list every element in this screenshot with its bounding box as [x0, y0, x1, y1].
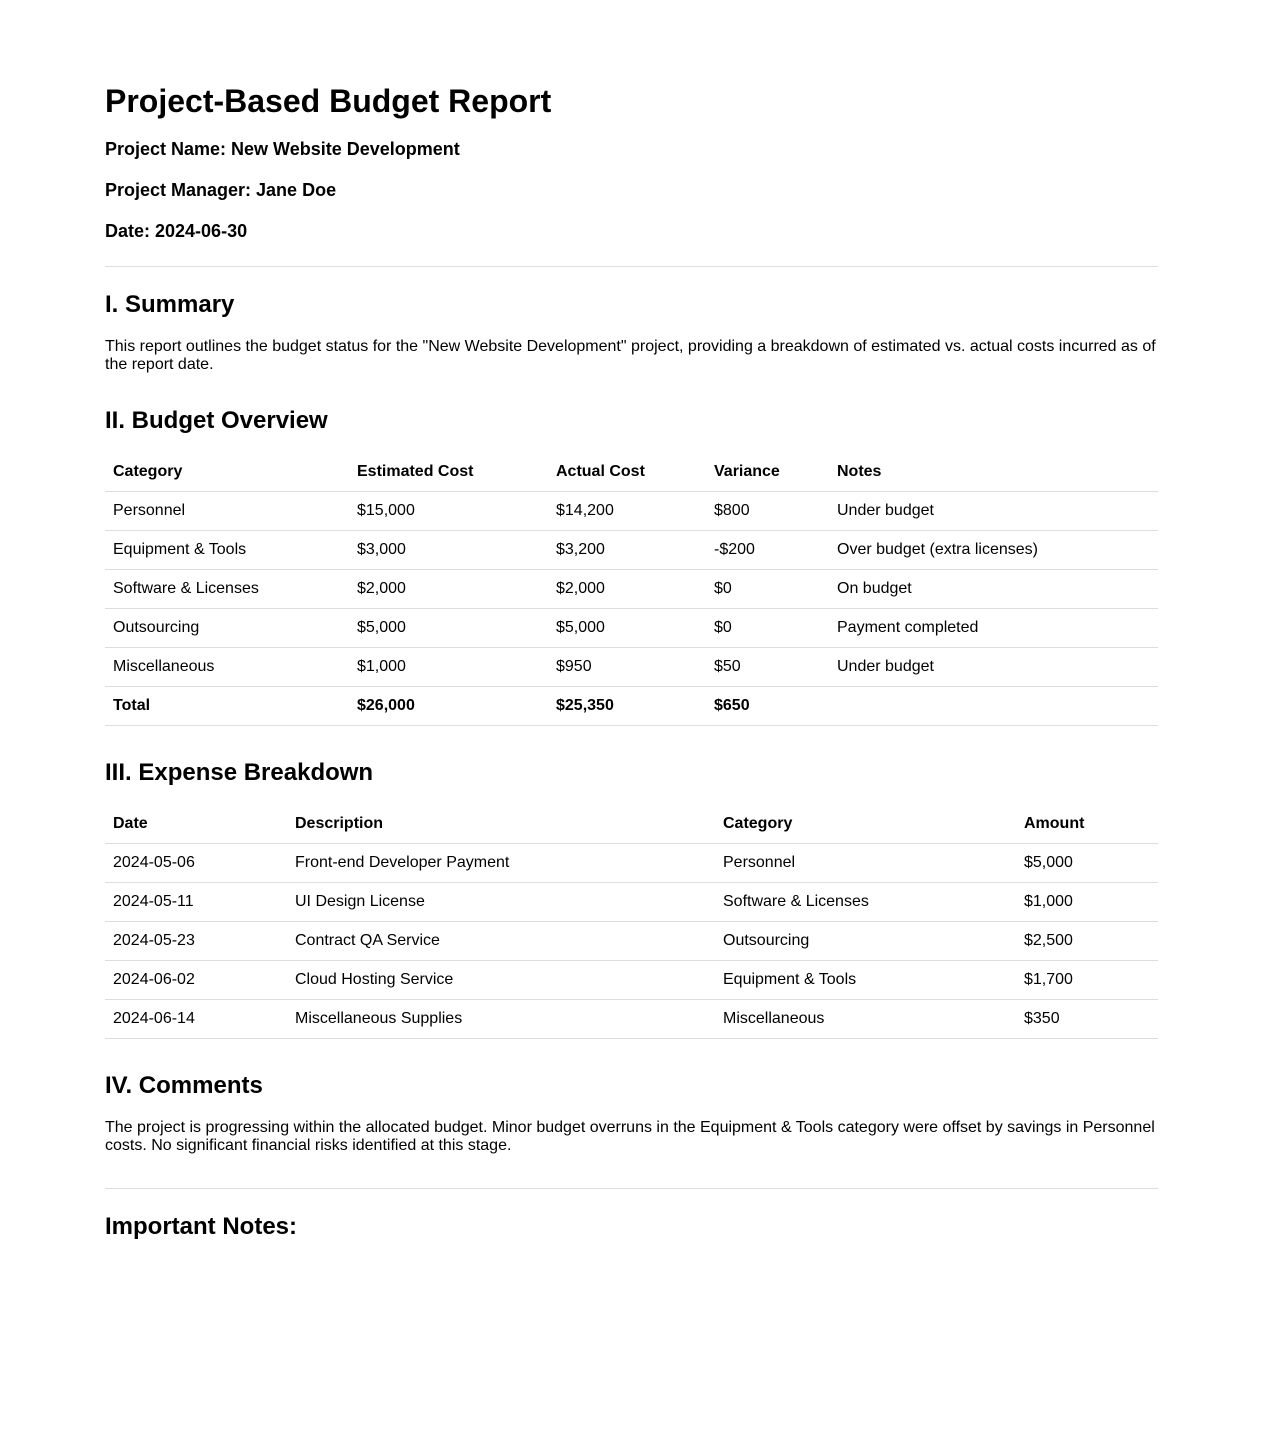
- table-row: [105, 492, 1158, 531]
- column-header: Estimated Cost: [349, 453, 548, 492]
- table-cell: $0: [706, 570, 829, 609]
- table-cell: $5,000: [1016, 844, 1158, 883]
- total-row: [105, 687, 1158, 726]
- table-cell: [829, 687, 1158, 726]
- column-header: Category: [715, 805, 1016, 844]
- table-cell: Equipment & Tools: [715, 961, 1016, 1000]
- table-cell: $14,200: [548, 492, 706, 531]
- table-row: [105, 1000, 1158, 1039]
- table-cell: 2024-05-11: [105, 883, 287, 922]
- table-cell: On budget: [829, 570, 1158, 609]
- table-cell: Contract QA Service: [287, 922, 715, 961]
- report-date: Date: 2024-06-30: [105, 221, 248, 241]
- table-row: [105, 961, 1158, 1000]
- column-header: Description: [287, 805, 715, 844]
- table-cell: $25,350: [548, 687, 706, 726]
- summary-text: This report outlines the budget status for the "New Website Development" project, providing a breakdown of estimated vs. actual costs incurred as of the report date.: [105, 338, 1156, 373]
- table-cell: $1,700: [1016, 961, 1158, 1000]
- table-row: [105, 609, 1158, 648]
- divider-top: [105, 266, 1158, 267]
- table-cell: 2024-05-06: [105, 844, 287, 883]
- column-header: Notes: [829, 453, 1158, 492]
- table-header-row: [105, 805, 1158, 844]
- table-row: [105, 844, 1158, 883]
- table-cell: Software & Licenses: [105, 570, 349, 609]
- table-row: [105, 883, 1158, 922]
- table-cell: Miscellaneous Supplies: [287, 1000, 715, 1039]
- table-cell: $0: [706, 609, 829, 648]
- table-cell: Outsourcing: [715, 922, 1016, 961]
- table-cell: Outsourcing: [105, 609, 349, 648]
- table-cell: Over budget (extra licenses): [829, 531, 1158, 570]
- table-cell: Software & Licenses: [715, 883, 1016, 922]
- table-cell: $950: [548, 648, 706, 687]
- table-cell: $3,200: [548, 531, 706, 570]
- table-cell: $26,000: [349, 687, 548, 726]
- comments-text: The project is progressing within the allocated budget. Minor budget overruns in the Equipment & Tools category were offset by savings in Personnel costs. No significant financial risks identified at this stage.: [105, 1119, 1155, 1154]
- table-cell: $50: [706, 648, 829, 687]
- table-cell: Under budget: [829, 492, 1158, 531]
- comments-heading: IV. Comments: [105, 1072, 263, 1099]
- column-header: Amount: [1016, 805, 1158, 844]
- table-cell: Under budget: [829, 648, 1158, 687]
- table-cell: $1,000: [1016, 883, 1158, 922]
- summary-heading: I. Summary: [105, 291, 235, 318]
- table-cell: $350: [1016, 1000, 1158, 1039]
- column-header: Category: [105, 453, 349, 492]
- project-name: Project Name: New Website Development: [105, 139, 460, 159]
- expenses-heading: III. Expense Breakdown: [105, 759, 374, 786]
- table-cell: $1,000: [349, 648, 548, 687]
- important-notes-heading: Important Notes:: [105, 1213, 297, 1240]
- table-cell: -$200: [706, 531, 829, 570]
- table-cell: 2024-06-14: [105, 1000, 287, 1039]
- table-row: [105, 531, 1158, 570]
- table-row: [105, 570, 1158, 609]
- table-cell: $5,000: [349, 609, 548, 648]
- table-cell: $5,000: [548, 609, 706, 648]
- table-cell: Miscellaneous: [715, 1000, 1016, 1039]
- table-cell: UI Design License: [287, 883, 715, 922]
- column-header: Variance: [706, 453, 829, 492]
- table-cell: Personnel: [715, 844, 1016, 883]
- table-cell: Personnel: [105, 492, 349, 531]
- table-cell: $3,000: [349, 531, 548, 570]
- project-manager: Project Manager: Jane Doe: [105, 180, 337, 200]
- table-cell: 2024-05-23: [105, 922, 287, 961]
- expense-breakdown-table: [105, 805, 1158, 1039]
- divider-bottom: [105, 1188, 1158, 1189]
- column-header: Date: [105, 805, 287, 844]
- page-title: Project-Based Budget Report: [105, 83, 552, 119]
- table-cell: Equipment & Tools: [105, 531, 349, 570]
- table-cell: $2,000: [349, 570, 548, 609]
- table-cell: Payment completed: [829, 609, 1158, 648]
- table-cell: Total: [105, 687, 349, 726]
- budget-overview-table: [105, 453, 1158, 726]
- column-header: Actual Cost: [548, 453, 706, 492]
- table-cell: $800: [706, 492, 829, 531]
- table-cell: Miscellaneous: [105, 648, 349, 687]
- table-cell: $15,000: [349, 492, 548, 531]
- table-cell: 2024-06-02: [105, 961, 287, 1000]
- table-cell: $650: [706, 687, 829, 726]
- table-cell: $2,500: [1016, 922, 1158, 961]
- table-cell: Front-end Developer Payment: [287, 844, 715, 883]
- table-cell: $2,000: [548, 570, 706, 609]
- table-cell: Cloud Hosting Service: [287, 961, 715, 1000]
- table-row: [105, 922, 1158, 961]
- table-header-row: [105, 453, 1158, 492]
- overview-heading: II. Budget Overview: [105, 407, 328, 434]
- table-row: [105, 648, 1158, 687]
